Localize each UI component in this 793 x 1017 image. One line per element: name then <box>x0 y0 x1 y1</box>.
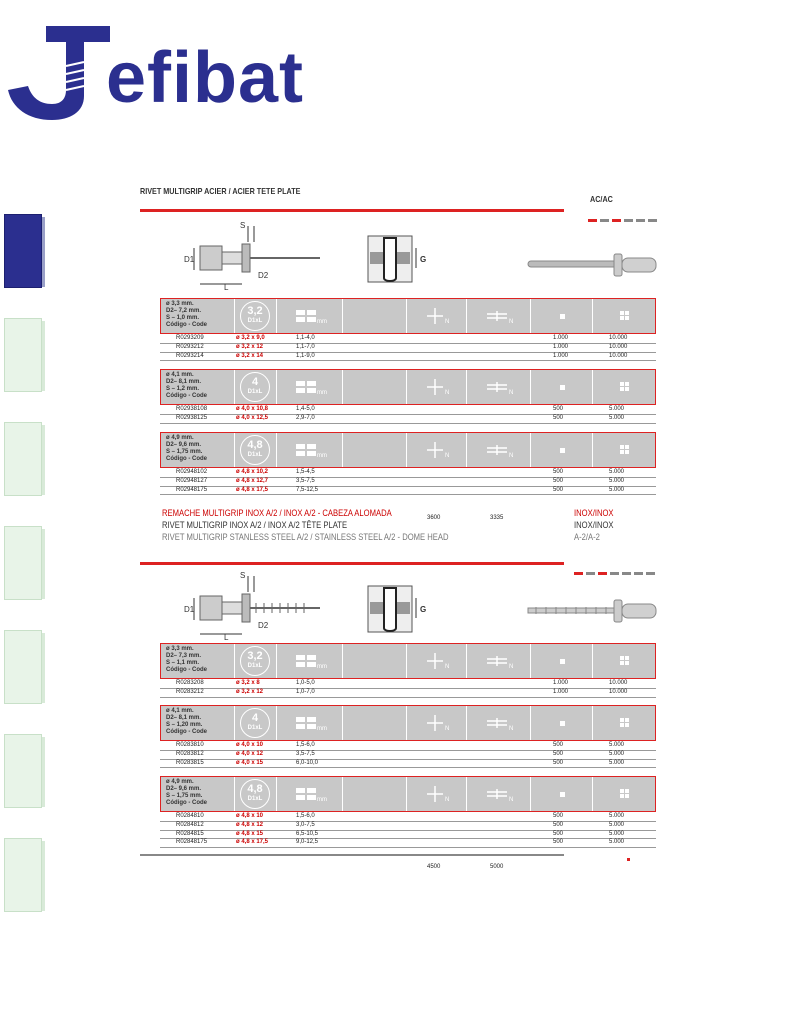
product-dimension: ø 4,0 x 10,8 <box>236 406 269 412</box>
grip-header <box>277 644 343 678</box>
spec-line: ø 4,9 mm. <box>166 435 194 441</box>
spacer-cell <box>343 777 407 811</box>
pack-icon <box>620 718 629 727</box>
side-tab-4[interactable] <box>4 526 42 600</box>
box-qty: 500 <box>553 830 564 837</box>
grip-icon <box>294 786 318 802</box>
grip-header <box>277 433 343 467</box>
tensile-header <box>467 644 531 678</box>
shear-icon <box>427 653 443 669</box>
box-qty: 500 <box>553 742 564 748</box>
n-unit: N <box>445 797 450 803</box>
section2-tag-3: A-2/A-2 <box>574 532 600 542</box>
box-qty: 500 <box>553 414 564 421</box>
size-cell <box>235 370 277 404</box>
product-dimension: ø 4,8 x 17,5 <box>236 486 269 493</box>
box-icon <box>560 314 565 319</box>
product-dimension: ø 4,0 x 12 <box>236 750 264 757</box>
box-icon <box>560 448 565 453</box>
box-qty: 1.000 <box>553 680 569 686</box>
tensile-header <box>467 706 531 740</box>
box-header <box>531 433 593 467</box>
box-qty: 500 <box>553 839 564 846</box>
n-unit: N <box>445 726 450 732</box>
spec-cell <box>161 370 235 404</box>
table-row <box>160 353 656 362</box>
box-qty: 500 <box>553 406 564 412</box>
box-icon <box>560 792 565 797</box>
n-unit: N <box>445 390 450 396</box>
pack-header <box>593 299 655 333</box>
size-cell <box>235 777 277 811</box>
product-dimension: ø 3,2 x 12 <box>236 343 264 350</box>
box-header <box>531 370 593 404</box>
pack-icon <box>620 311 629 320</box>
grip-icon <box>294 308 318 324</box>
label-d2-2: D2 <box>258 621 269 630</box>
product-code: R0283812 <box>176 750 204 757</box>
tensile-icon <box>487 445 507 455</box>
group-header <box>160 776 656 812</box>
shear-header <box>407 370 467 404</box>
rivet-dimension-diagram <box>180 218 330 292</box>
shear-value: 3600 <box>427 515 441 522</box>
spec-cell <box>161 299 235 333</box>
table-row <box>160 822 656 831</box>
shear-icon <box>427 379 443 395</box>
side-tab-1[interactable] <box>4 214 42 288</box>
grip-range: 3,0-7,5 <box>296 821 315 828</box>
shear-header <box>407 433 467 467</box>
box-qty: 1.000 <box>553 352 569 359</box>
rows <box>160 742 656 768</box>
product-code: R02948127 <box>176 477 208 484</box>
section2-title-fr: RIVET MULTIGRIP INOX A/2 / INOX A/2 TÊTE PLATE <box>162 520 348 530</box>
group-header <box>160 369 656 405</box>
box-icon <box>560 385 565 390</box>
spec-line: S – 1,20 mm. <box>166 722 203 728</box>
table-row <box>160 813 656 822</box>
size-cell <box>235 433 277 467</box>
spec-cell <box>161 706 235 740</box>
box-icon <box>560 721 565 726</box>
size-badge <box>240 779 270 809</box>
side-tab-3[interactable] <box>4 422 42 496</box>
table-row <box>160 478 656 487</box>
box-qty: 500 <box>553 477 564 484</box>
mm-unit: mm <box>317 664 327 670</box>
label-s: S <box>240 221 246 230</box>
product-code: R0284810 <box>176 813 204 819</box>
size-unit: D1xL <box>247 663 263 669</box>
pack-qty: 5.000 <box>609 477 625 484</box>
section2-title-en: RIVET MULTIGRIP STANLESS STEEL A/2 / STAINLESS STEEL A/2 - DOME HEAD <box>162 532 449 542</box>
spec-cell <box>161 777 235 811</box>
size-cell <box>235 299 277 333</box>
table-row <box>160 689 656 698</box>
label-d1: D1 <box>184 255 195 264</box>
n-unit: N <box>509 726 514 732</box>
group-header <box>160 643 656 679</box>
grip-range: 6,0-10,0 <box>296 759 319 766</box>
footer-marker <box>627 858 630 861</box>
spacer-cell <box>343 370 407 404</box>
product-code: R0283815 <box>176 759 204 766</box>
product-dimension: ø 3,2 x 9,0 <box>236 335 265 341</box>
size-badge <box>240 646 270 676</box>
section1-rule <box>140 209 564 212</box>
size-unit: D1xL <box>247 725 263 731</box>
table-row <box>160 335 656 344</box>
product-code: R02948102 <box>176 469 208 475</box>
mm-unit: mm <box>317 453 327 459</box>
spec-line: D2– 8,1 mm. <box>166 379 202 385</box>
tensile-header <box>467 370 531 404</box>
pack-qty: 5.000 <box>609 406 625 412</box>
spec-line: Código - Code <box>166 800 207 806</box>
rows <box>160 813 656 870</box>
grip-range: 1,5-4,5 <box>296 469 315 475</box>
section2-tag-1: INOX/INOX <box>574 508 614 518</box>
grip-icon <box>294 442 318 458</box>
size-value: 4 <box>251 712 259 724</box>
spec-line: ø 4,1 mm. <box>166 372 194 378</box>
rows <box>160 406 656 424</box>
box-qty: 500 <box>553 759 564 766</box>
label-d1-2: D1 <box>184 605 195 614</box>
table-row <box>160 742 656 751</box>
table-row <box>160 406 656 415</box>
rivet-photo <box>526 252 660 278</box>
grip-icon <box>294 379 318 395</box>
table-row <box>160 487 656 496</box>
n-unit: N <box>445 319 450 325</box>
box-header <box>531 777 593 811</box>
shear-header <box>407 299 467 333</box>
shear-icon <box>427 715 443 731</box>
product-dimension: ø 4,0 x 15 <box>236 759 264 766</box>
size-value: 3,2 <box>247 305 263 317</box>
pack-qty: 5.000 <box>609 742 625 748</box>
shear-header <box>407 706 467 740</box>
table-row <box>160 415 656 424</box>
spec-cell <box>161 644 235 678</box>
grip-range: 2,9-7,0 <box>296 414 315 421</box>
product-code: R02848175 <box>176 839 208 846</box>
grip-range: 3,5-7,5 <box>296 477 315 484</box>
pack-icon <box>620 445 629 454</box>
spec-line: S – 1,0 mm. <box>166 315 200 321</box>
product-dimension: ø 4,0 x 12,5 <box>236 414 269 421</box>
product-dimension: ø 3,2 x 8 <box>236 680 260 686</box>
pack-qty: 5.000 <box>609 486 625 493</box>
spec-line: S – 1,2 mm. <box>166 386 200 392</box>
size-badge <box>240 708 270 738</box>
tensile-icon <box>487 382 507 392</box>
table-row <box>160 760 656 769</box>
product-code: R02938108 <box>176 406 208 412</box>
grip-range: 6,5-10,5 <box>296 830 319 837</box>
product-dimension: ø 4,8 x 12,7 <box>236 477 269 484</box>
label-l: L <box>224 283 229 292</box>
product-dimension: ø 3,2 x 14 <box>236 352 264 359</box>
grip-range: 1,5-6,0 <box>296 813 315 819</box>
product-code: R0283208 <box>176 680 204 686</box>
section2-dashes <box>574 562 658 565</box>
section2-tag-2: INOX/INOX <box>574 520 614 530</box>
size-badge <box>240 301 270 331</box>
size-cell <box>235 644 277 678</box>
table-row <box>160 469 656 478</box>
grip-range: 1,1-9,0 <box>296 352 315 359</box>
product-code: R02938125 <box>176 414 208 421</box>
box-qty: 500 <box>553 813 564 819</box>
group-header <box>160 705 656 741</box>
section1-title: RIVET MULTIGRIP ACIER / ACIER TETE PLATE <box>140 186 301 196</box>
spec-line: ø 3,3 mm. <box>166 646 194 652</box>
spec-line: Código - Code <box>166 456 207 462</box>
section2-title-es: REMACHE MULTIGRIP INOX A/2 / INOX A/2 - CABEZA ALOMADA <box>162 508 392 518</box>
shear-header <box>407 777 467 811</box>
box-qty: 500 <box>553 469 564 475</box>
pack-qty: 5.000 <box>609 414 625 421</box>
rows <box>160 335 656 361</box>
spacer-cell <box>343 433 407 467</box>
mm-unit: mm <box>317 726 327 732</box>
grip-icon <box>294 653 318 669</box>
pack-qty: 10.000 <box>609 335 628 341</box>
grip-icon <box>294 715 318 731</box>
product-code: R0283212 <box>176 688 204 695</box>
logo-mark <box>6 12 116 122</box>
pack-header <box>593 433 655 467</box>
pack-qty: 5.000 <box>609 830 625 837</box>
box-qty: 500 <box>553 750 564 757</box>
tensile-value: 3335 <box>490 515 504 522</box>
product-code: R0293212 <box>176 343 204 350</box>
label-l-2: L <box>224 633 229 642</box>
size-badge <box>240 435 270 465</box>
label-s-2: S <box>240 571 246 580</box>
spec-line: D2– 9,6 mm. <box>166 786 202 792</box>
pack-header <box>593 706 655 740</box>
grip-range: 1,1-7,0 <box>296 343 315 350</box>
pack-qty: 5.000 <box>609 821 625 828</box>
n-unit: N <box>445 453 450 459</box>
table-row <box>160 680 656 689</box>
side-tab-5[interactable] <box>4 630 42 704</box>
product-dimension: ø 4,8 x 10 <box>236 813 264 819</box>
grip-header <box>277 370 343 404</box>
side-tab-6[interactable] <box>4 734 42 808</box>
box-qty: 1.000 <box>553 688 569 695</box>
side-tab-7[interactable] <box>4 838 42 912</box>
shear-icon <box>427 442 443 458</box>
spec-line: Código - Code <box>166 393 207 399</box>
size-value: 4,8 <box>247 783 263 795</box>
tensile-icon <box>487 311 507 321</box>
size-unit: D1xL <box>247 452 263 458</box>
grip-range: 1,0-5,0 <box>296 680 315 686</box>
grip-header <box>277 299 343 333</box>
pack-icon <box>620 656 629 665</box>
spec-line: D2– 7,2 mm. <box>166 308 202 314</box>
grip-range: 1,1-4,0 <box>296 335 315 341</box>
grip-range: 1,0-7,0 <box>296 688 315 695</box>
mm-unit: mm <box>317 797 327 803</box>
grip-range: 9,0-12,5 <box>296 839 319 846</box>
side-tab-2[interactable] <box>4 318 42 392</box>
product-code: R0284812 <box>176 821 204 828</box>
shear-header <box>407 644 467 678</box>
section1-dashes <box>588 209 660 212</box>
spec-line: D2– 7,3 mm. <box>166 653 202 659</box>
box-header <box>531 299 593 333</box>
pack-qty: 10.000 <box>609 680 628 686</box>
box-qty: 500 <box>553 821 564 828</box>
tensile-icon <box>487 718 507 728</box>
box-qty: 500 <box>553 486 564 493</box>
section1-tag: AC/AC <box>590 194 613 204</box>
size-unit: D1xL <box>247 796 263 802</box>
brand-name: efibat <box>106 38 305 118</box>
grip-range: 7,5-12,5 <box>296 486 319 493</box>
spec-line: S – 1,75 mm. <box>166 449 203 455</box>
group-header <box>160 432 656 468</box>
spec-line: Código - Code <box>166 667 207 673</box>
table-row <box>160 839 656 848</box>
rivet-photo-2 <box>526 598 660 624</box>
shear-icon <box>427 786 443 802</box>
pack-qty: 10.000 <box>609 688 628 695</box>
pack-icon <box>620 789 629 798</box>
n-unit: N <box>509 797 514 803</box>
spec-cell <box>161 433 235 467</box>
box-qty: 1.000 <box>553 335 569 341</box>
tensile-icon <box>487 656 507 666</box>
tensile-icon <box>487 789 507 799</box>
n-unit: N <box>445 664 450 670</box>
box-qty: 1.000 <box>553 343 569 350</box>
size-value: 4 <box>251 376 259 388</box>
footer-rule <box>140 854 564 856</box>
mm-unit: mm <box>317 390 327 396</box>
spec-line: Código - Code <box>166 322 207 328</box>
label-g: G <box>420 255 427 264</box>
spacer-cell <box>343 299 407 333</box>
product-dimension: ø 4,8 x 10,2 <box>236 469 269 475</box>
spec-line: D2– 9,6 mm. <box>166 442 202 448</box>
brand-logo <box>6 12 326 122</box>
grip-range: 1,5-6,0 <box>296 742 315 748</box>
pack-qty: 5.000 <box>609 750 625 757</box>
size-value: 4,8 <box>247 439 263 451</box>
pack-qty: 5.000 <box>609 813 625 819</box>
group-header <box>160 298 656 334</box>
shear-value: 4500 <box>427 863 441 870</box>
spec-line: ø 4,1 mm. <box>166 708 194 714</box>
mm-unit: mm <box>317 319 327 325</box>
pack-qty: 5.000 <box>609 759 625 766</box>
pack-qty: 5.000 <box>609 839 625 846</box>
label-d2: D2 <box>258 271 269 280</box>
grip-range: 3,5-7,5 <box>296 750 315 757</box>
n-unit: N <box>509 319 514 325</box>
rows <box>160 680 656 698</box>
pack-header <box>593 644 655 678</box>
product-dimension: ø 3,2 x 12 <box>236 688 264 695</box>
n-unit: N <box>509 453 514 459</box>
spec-line: ø 3,3 mm. <box>166 301 194 307</box>
rivet-cross-section <box>366 234 432 284</box>
spec-line: ø 4,9 mm. <box>166 779 194 785</box>
pack-icon <box>620 382 629 391</box>
shear-icon <box>427 308 443 324</box>
product-code: R0284815 <box>176 830 204 837</box>
product-code: R0293209 <box>176 335 204 341</box>
rivet-cross-section-2 <box>366 584 432 634</box>
size-value: 3,2 <box>247 650 263 662</box>
tensile-value: 5000 <box>490 863 504 870</box>
product-code: R02948175 <box>176 486 208 493</box>
product-code: R0283810 <box>176 742 204 748</box>
table-row <box>160 831 656 840</box>
spacer-cell <box>343 644 407 678</box>
product-dimension: ø 4,8 x 17,5 <box>236 839 269 846</box>
spacer-cell <box>343 706 407 740</box>
tensile-header <box>467 433 531 467</box>
box-header <box>531 644 593 678</box>
pack-header <box>593 777 655 811</box>
pack-qty: 10.000 <box>609 343 628 350</box>
table-row <box>160 751 656 760</box>
pack-qty: 10.000 <box>609 352 628 359</box>
size-unit: D1xL <box>247 318 263 324</box>
spec-line: Código - Code <box>166 729 207 735</box>
table-row <box>160 344 656 353</box>
n-unit: N <box>509 390 514 396</box>
tensile-header <box>467 777 531 811</box>
grip-range: 1,4-5,0 <box>296 406 315 412</box>
spec-line: S – 1,75 mm. <box>166 793 203 799</box>
product-dimension: ø 4,8 x 12 <box>236 821 264 828</box>
product-dimension: ø 4,8 x 15 <box>236 830 264 837</box>
grip-header <box>277 706 343 740</box>
section2-rule <box>140 562 564 565</box>
rivet-dimension-diagram-2 <box>180 568 330 642</box>
box-icon <box>560 659 565 664</box>
spec-line: S – 1,1 mm. <box>166 660 200 666</box>
grip-header <box>277 777 343 811</box>
size-cell <box>235 706 277 740</box>
product-dimension: ø 4,0 x 10 <box>236 742 264 748</box>
pack-qty: 5.000 <box>609 469 625 475</box>
size-badge <box>240 372 270 402</box>
box-header <box>531 706 593 740</box>
tensile-header <box>467 299 531 333</box>
label-g-2: G <box>420 605 427 614</box>
product-code: R0293214 <box>176 352 204 359</box>
pack-header <box>593 370 655 404</box>
n-unit: N <box>509 664 514 670</box>
spec-line: D2– 8,1 mm. <box>166 715 202 721</box>
size-unit: D1xL <box>247 389 263 395</box>
